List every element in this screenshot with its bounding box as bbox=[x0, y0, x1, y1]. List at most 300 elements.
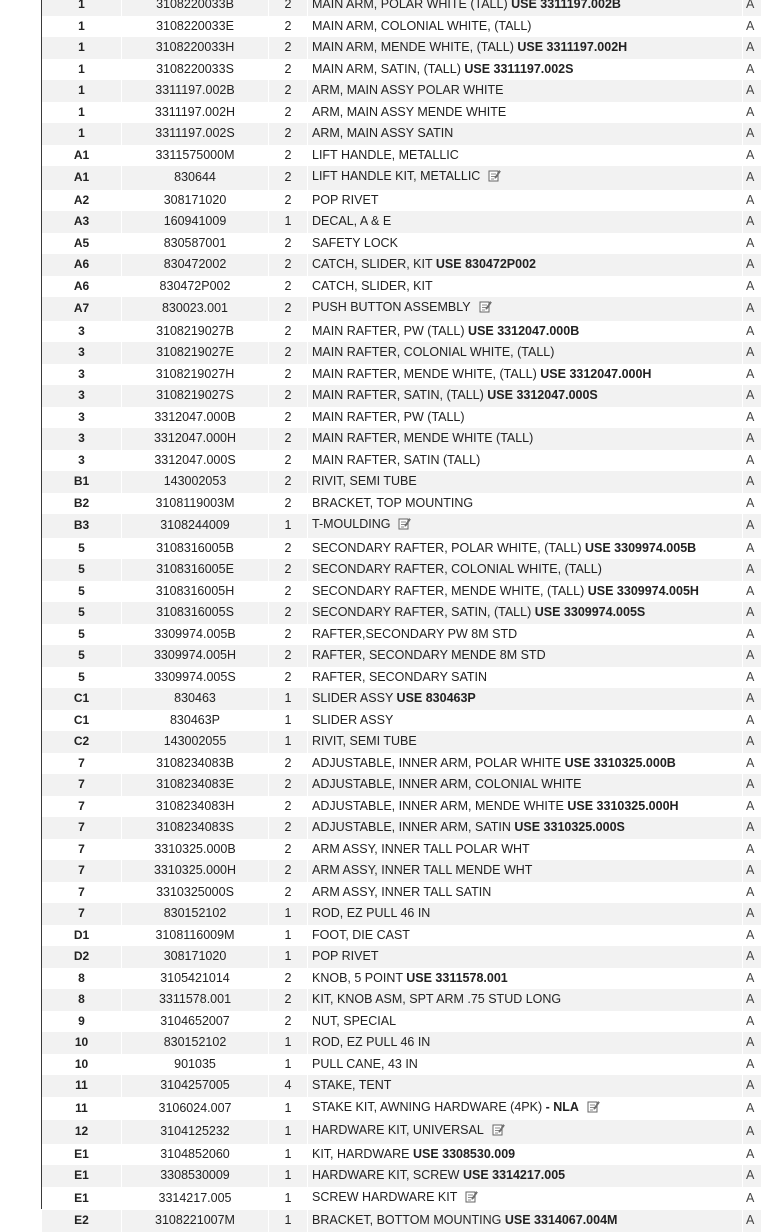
item-number: 8 bbox=[42, 989, 122, 1011]
item-number: 1 bbox=[42, 123, 122, 145]
availability-cell: A bbox=[743, 428, 762, 450]
item-number: 3 bbox=[42, 428, 122, 450]
table-row bbox=[42, 190, 762, 212]
description-text: SAFETY LOCK bbox=[312, 235, 398, 250]
item-number: 5 bbox=[42, 667, 122, 689]
description-cell bbox=[308, 1032, 743, 1054]
availability-cell: A bbox=[743, 80, 762, 102]
item-number: 3 bbox=[42, 342, 122, 364]
description-cell bbox=[308, 839, 743, 861]
item-number: 11 bbox=[42, 1075, 122, 1097]
item-number: 8 bbox=[42, 968, 122, 990]
table-row bbox=[42, 774, 762, 796]
item-number: 7 bbox=[42, 903, 122, 925]
description-cell bbox=[308, 731, 743, 753]
description-text: MAIN ARM, POLAR WHITE (TALL) bbox=[312, 0, 508, 11]
part-number: 3108234083S bbox=[122, 817, 269, 839]
availability-cell: A bbox=[743, 145, 762, 167]
description-text: KIT, KNOB ASM, SPT ARM .75 STUD LONG bbox=[312, 992, 562, 1006]
description-text: MAIN ARM, COLONIAL WHITE, (TALL) bbox=[312, 18, 532, 33]
description-text: RAFTER,SECONDARY PW 8M STD bbox=[312, 626, 518, 641]
part-number: 830644 bbox=[122, 166, 269, 190]
description-text: ARM, MAIN ASSY POLAR WHITE bbox=[312, 83, 504, 97]
availability-cell: A bbox=[743, 211, 762, 233]
availability-cell: A bbox=[743, 645, 762, 667]
item-number: A6 bbox=[42, 254, 122, 276]
availability-cell: A bbox=[743, 37, 762, 59]
item-number: 1 bbox=[42, 16, 122, 38]
description-cell bbox=[308, 989, 743, 1011]
description-cell bbox=[308, 817, 743, 839]
quantity: 2 bbox=[269, 968, 308, 990]
quantity: 2 bbox=[269, 450, 308, 472]
description-text: POP RIVET bbox=[312, 192, 379, 207]
availability-cell: A bbox=[743, 602, 762, 624]
description-text: POP RIVET bbox=[312, 949, 379, 963]
item-number: 5 bbox=[42, 645, 122, 667]
description-text: CATCH, SLIDER, KIT bbox=[312, 278, 433, 293]
item-number: B3 bbox=[42, 514, 122, 538]
description-text: BRACKET, BOTTOM MOUNTING bbox=[312, 1213, 502, 1227]
description-text: BRACKET, TOP MOUNTING bbox=[312, 495, 474, 510]
quantity: 1 bbox=[269, 925, 308, 947]
part-number: 3312047.000B bbox=[122, 407, 269, 429]
description-cell bbox=[308, 667, 743, 689]
quantity: 1 bbox=[269, 710, 308, 732]
table-row bbox=[42, 1075, 762, 1097]
description-cell bbox=[308, 710, 743, 732]
item-number: 1 bbox=[42, 80, 122, 102]
use-replacement: USE 3309974.005S bbox=[534, 605, 646, 619]
quantity: 1 bbox=[269, 903, 308, 925]
quantity: 4 bbox=[269, 1075, 308, 1097]
quantity: 2 bbox=[269, 645, 308, 667]
description-text: HARDWARE KIT, UNIVERSAL bbox=[312, 1123, 484, 1137]
part-number: 3310325.000H bbox=[122, 860, 269, 882]
description-text: LIFT HANDLE KIT, METALLIC bbox=[312, 169, 481, 183]
table-row bbox=[42, 559, 762, 581]
availability-cell: A bbox=[743, 342, 762, 364]
part-number: 3309974.005S bbox=[122, 667, 269, 689]
table-row bbox=[42, 254, 762, 276]
item-number: 11 bbox=[42, 1097, 122, 1121]
description-cell bbox=[308, 493, 743, 515]
availability-cell: A bbox=[743, 471, 762, 493]
description-cell bbox=[308, 80, 743, 102]
quantity: 1 bbox=[269, 1054, 308, 1076]
quantity: 2 bbox=[269, 364, 308, 386]
part-number: 160941009 bbox=[122, 211, 269, 233]
table-row bbox=[42, 602, 762, 624]
description-text: ARM ASSY, INNER TALL MENDE WHT bbox=[312, 863, 533, 877]
description-text: SECONDARY RAFTER, COLONIAL WHITE, (TALL) bbox=[312, 562, 602, 576]
quantity: 2 bbox=[269, 297, 308, 321]
description-cell bbox=[308, 428, 743, 450]
item-number: 1 bbox=[42, 0, 122, 16]
use-replacement: USE 830472P002 bbox=[435, 257, 536, 271]
availability-cell: A bbox=[743, 581, 762, 603]
part-number: 3108234083H bbox=[122, 796, 269, 818]
description-cell bbox=[308, 1011, 743, 1033]
item-number: 5 bbox=[42, 538, 122, 560]
part-number: 3108219027E bbox=[122, 342, 269, 364]
table-row bbox=[42, 123, 762, 145]
quantity: 2 bbox=[269, 471, 308, 493]
item-number: A1 bbox=[42, 166, 122, 190]
quantity: 2 bbox=[269, 166, 308, 190]
item-number: A2 bbox=[42, 190, 122, 212]
availability-cell: A bbox=[743, 1032, 762, 1054]
description-text: ARM ASSY, INNER TALL SATIN bbox=[312, 884, 492, 899]
item-number: 5 bbox=[42, 602, 122, 624]
description-text: SLIDER ASSY bbox=[312, 712, 394, 727]
item-number: C1 bbox=[42, 710, 122, 732]
description-text: SCREW HARDWARE KIT bbox=[312, 1189, 458, 1204]
description-cell bbox=[308, 254, 743, 276]
part-number: 3108316005H bbox=[122, 581, 269, 603]
description-cell bbox=[308, 190, 743, 212]
item-number: C2 bbox=[42, 731, 122, 753]
quantity: 1 bbox=[269, 1120, 308, 1144]
quantity: 1 bbox=[269, 1144, 308, 1166]
quantity: 2 bbox=[269, 0, 308, 16]
description-cell bbox=[308, 1144, 743, 1166]
part-number: 3104125232 bbox=[122, 1120, 269, 1144]
part-number: 830463 bbox=[122, 688, 269, 710]
quantity: 2 bbox=[269, 559, 308, 581]
availability-cell: A bbox=[743, 1011, 762, 1033]
table-row bbox=[42, 688, 762, 710]
part-number: 3311578.001 bbox=[122, 989, 269, 1011]
availability-cell: A bbox=[743, 1054, 762, 1076]
part-number: 3108316005S bbox=[122, 602, 269, 624]
table-row bbox=[42, 364, 762, 386]
description-cell bbox=[308, 407, 743, 429]
table-row bbox=[42, 1097, 762, 1121]
description-cell bbox=[308, 624, 743, 646]
availability-cell: A bbox=[743, 1165, 762, 1187]
availability-cell: A bbox=[743, 688, 762, 710]
availability-cell: A bbox=[743, 297, 762, 321]
quantity: 2 bbox=[269, 493, 308, 515]
description-text: ARM ASSY, INNER TALL POLAR WHT bbox=[312, 841, 530, 856]
item-number: 7 bbox=[42, 860, 122, 882]
description-text: STAKE, TENT bbox=[312, 1078, 392, 1092]
quantity: 1 bbox=[269, 1097, 308, 1121]
description-cell bbox=[308, 581, 743, 603]
parts-table bbox=[42, 0, 762, 1232]
description-cell bbox=[308, 946, 743, 968]
part-number: 3312047.000H bbox=[122, 428, 269, 450]
availability-cell: A bbox=[743, 254, 762, 276]
table-row bbox=[42, 839, 762, 861]
availability-cell: A bbox=[743, 1144, 762, 1166]
quantity: 2 bbox=[269, 882, 308, 904]
table-row bbox=[42, 166, 762, 190]
use-replacement: USE 3310325.000B bbox=[564, 755, 676, 770]
description-cell bbox=[308, 1054, 743, 1076]
table-row bbox=[42, 0, 762, 16]
table-row bbox=[42, 1187, 762, 1211]
use-replacement: USE 3309974.005B bbox=[584, 540, 697, 555]
item-number: 3 bbox=[42, 321, 122, 343]
item-number: E1 bbox=[42, 1187, 122, 1211]
item-number: E2 bbox=[42, 1210, 122, 1232]
part-number: 3310325.000B bbox=[122, 839, 269, 861]
table-row bbox=[42, 493, 762, 515]
part-number: 3312047.000S bbox=[122, 450, 269, 472]
quantity: 2 bbox=[269, 860, 308, 882]
description-cell bbox=[308, 559, 743, 581]
note-edit-icon[interactable] bbox=[587, 1099, 600, 1121]
table-row bbox=[42, 450, 762, 472]
item-number: 5 bbox=[42, 624, 122, 646]
part-number: 3104652007 bbox=[122, 1011, 269, 1033]
item-number: 1 bbox=[42, 59, 122, 81]
item-number: 3 bbox=[42, 364, 122, 386]
description-cell bbox=[308, 514, 743, 538]
part-number: 3108316005E bbox=[122, 559, 269, 581]
quantity: 2 bbox=[269, 385, 308, 407]
table-row bbox=[42, 80, 762, 102]
use-replacement: USE 3312047.000B bbox=[468, 323, 580, 338]
use-replacement: USE 3311197.002B bbox=[511, 0, 621, 11]
description-cell bbox=[308, 1210, 743, 1232]
availability-cell: A bbox=[743, 1075, 762, 1097]
description-text: T-MOULDING bbox=[312, 517, 391, 531]
availability-cell: A bbox=[743, 407, 762, 429]
part-number: 3108119003M bbox=[122, 493, 269, 515]
table-row bbox=[42, 968, 762, 990]
part-number: 830023.001 bbox=[122, 297, 269, 321]
table-row bbox=[42, 145, 762, 167]
part-number: 308171020 bbox=[122, 190, 269, 212]
availability-cell: A bbox=[743, 1120, 762, 1144]
table-row bbox=[42, 342, 762, 364]
quantity: 2 bbox=[269, 796, 308, 818]
description-cell bbox=[308, 342, 743, 364]
availability-cell: A bbox=[743, 385, 762, 407]
use-replacement: USE 3311197.002S bbox=[464, 61, 574, 76]
quantity: 2 bbox=[269, 342, 308, 364]
table-row bbox=[42, 1054, 762, 1076]
description-text: MAIN RAFTER, PW (TALL) bbox=[312, 409, 465, 424]
table-row bbox=[42, 882, 762, 904]
table-row bbox=[42, 667, 762, 689]
table-row bbox=[42, 428, 762, 450]
quantity: 2 bbox=[269, 123, 308, 145]
note-edit-icon[interactable] bbox=[488, 168, 501, 190]
part-number: 3106024.007 bbox=[122, 1097, 269, 1121]
availability-cell: A bbox=[743, 450, 762, 472]
table-row bbox=[42, 946, 762, 968]
part-number: 3311197.002H bbox=[122, 102, 269, 124]
item-number: A1 bbox=[42, 145, 122, 167]
description-cell bbox=[308, 145, 743, 167]
part-number: 3309974.005B bbox=[122, 624, 269, 646]
note-edit-icon[interactable] bbox=[492, 1122, 505, 1144]
part-number: 3108219027S bbox=[122, 385, 269, 407]
description-cell bbox=[308, 385, 743, 407]
quantity: 1 bbox=[269, 1032, 308, 1054]
part-number: 3108234083B bbox=[122, 753, 269, 775]
description-text: RIVIT, SEMI TUBE bbox=[312, 474, 417, 488]
part-number: 830152102 bbox=[122, 903, 269, 925]
table-row bbox=[42, 37, 762, 59]
quantity: 2 bbox=[269, 428, 308, 450]
item-number: 10 bbox=[42, 1032, 122, 1054]
part-number: 3108220033S bbox=[122, 59, 269, 81]
part-number: 3108220033B bbox=[122, 0, 269, 16]
table-row bbox=[42, 407, 762, 429]
quantity: 1 bbox=[269, 211, 308, 233]
part-number: 3108244009 bbox=[122, 514, 269, 538]
availability-cell: A bbox=[743, 276, 762, 298]
item-number: 7 bbox=[42, 882, 122, 904]
table-row bbox=[42, 1165, 762, 1187]
table-row bbox=[42, 102, 762, 124]
description-cell bbox=[308, 860, 743, 882]
description-cell bbox=[308, 645, 743, 667]
availability-cell: A bbox=[743, 321, 762, 343]
use-replacement: USE 3310325.000S bbox=[514, 820, 625, 834]
availability-cell: A bbox=[743, 1097, 762, 1121]
item-number: 7 bbox=[42, 796, 122, 818]
quantity: 1 bbox=[269, 1187, 308, 1211]
description-text: SECONDARY RAFTER, SATIN, (TALL) bbox=[312, 605, 532, 619]
item-number: 12 bbox=[42, 1120, 122, 1144]
description-cell bbox=[308, 774, 743, 796]
quantity: 1 bbox=[269, 946, 308, 968]
table-row bbox=[42, 211, 762, 233]
table-row bbox=[42, 233, 762, 255]
part-number: 3311197.002B bbox=[122, 80, 269, 102]
part-number: 143002055 bbox=[122, 731, 269, 753]
item-number: 5 bbox=[42, 559, 122, 581]
use-replacement: USE 3309974.005H bbox=[587, 583, 699, 598]
description-cell bbox=[308, 688, 743, 710]
use-replacement: USE 3312047.000H bbox=[540, 366, 652, 381]
table-row bbox=[42, 297, 762, 321]
table-row bbox=[42, 581, 762, 603]
description-text: DECAL, A & E bbox=[312, 214, 392, 228]
description-cell bbox=[308, 796, 743, 818]
availability-cell: A bbox=[743, 817, 762, 839]
table-row bbox=[42, 471, 762, 493]
part-number: 901035 bbox=[122, 1054, 269, 1076]
table-row bbox=[42, 753, 762, 775]
description-text: MAIN RAFTER, PW (TALL) bbox=[312, 323, 465, 338]
table-row bbox=[42, 731, 762, 753]
description-text: FOOT, DIE CAST bbox=[312, 927, 410, 942]
description-text: MAIN RAFTER, COLONIAL WHITE, (TALL) bbox=[312, 345, 555, 359]
description-cell bbox=[308, 882, 743, 904]
part-number: 3108221007M bbox=[122, 1210, 269, 1232]
item-number: D2 bbox=[42, 946, 122, 968]
table-row bbox=[42, 16, 762, 38]
description-cell bbox=[308, 37, 743, 59]
description-text: ARM, MAIN ASSY SATIN bbox=[312, 126, 454, 140]
quantity: 1 bbox=[269, 1210, 308, 1232]
item-number: 3 bbox=[42, 385, 122, 407]
quantity: 2 bbox=[269, 321, 308, 343]
item-number: A7 bbox=[42, 297, 122, 321]
part-number: 3108316005B bbox=[122, 538, 269, 560]
part-number: 830472002 bbox=[122, 254, 269, 276]
use-replacement: USE 3310325.000H bbox=[567, 798, 679, 813]
description-text: HARDWARE KIT, SCREW bbox=[312, 1168, 460, 1182]
quantity: 2 bbox=[269, 774, 308, 796]
table-row bbox=[42, 624, 762, 646]
description-cell bbox=[308, 903, 743, 925]
availability-cell: A bbox=[743, 796, 762, 818]
part-number: 3311575000M bbox=[122, 145, 269, 167]
left-margin bbox=[0, 0, 41, 1209]
quantity: 2 bbox=[269, 276, 308, 298]
item-number: B2 bbox=[42, 493, 122, 515]
description-cell bbox=[308, 1187, 743, 1211]
description-cell bbox=[308, 16, 743, 38]
availability-cell: A bbox=[743, 1210, 762, 1232]
description-text: LIFT HANDLE, METALLIC bbox=[312, 147, 459, 162]
description-cell bbox=[308, 471, 743, 493]
description-cell bbox=[308, 102, 743, 124]
description-text: ARM, MAIN ASSY MENDE WHITE bbox=[312, 104, 507, 119]
note-edit-icon[interactable] bbox=[398, 516, 411, 538]
availability-cell: A bbox=[743, 731, 762, 753]
availability-cell: A bbox=[743, 839, 762, 861]
quantity: 2 bbox=[269, 254, 308, 276]
description-cell bbox=[308, 321, 743, 343]
quantity: 2 bbox=[269, 59, 308, 81]
description-cell bbox=[308, 166, 743, 190]
quantity: 2 bbox=[269, 233, 308, 255]
note-edit-icon[interactable] bbox=[479, 299, 492, 321]
table-row bbox=[42, 796, 762, 818]
table-row bbox=[42, 385, 762, 407]
description-cell bbox=[308, 0, 743, 16]
note-edit-icon[interactable] bbox=[465, 1189, 478, 1211]
description-cell bbox=[308, 1120, 743, 1144]
quantity: 2 bbox=[269, 989, 308, 1011]
availability-cell: A bbox=[743, 1187, 762, 1211]
quantity: 2 bbox=[269, 624, 308, 646]
description-cell bbox=[308, 450, 743, 472]
part-number: 830152102 bbox=[122, 1032, 269, 1054]
quantity: 2 bbox=[269, 1011, 308, 1033]
table-row bbox=[42, 710, 762, 732]
table-row bbox=[42, 903, 762, 925]
part-number: 143002053 bbox=[122, 471, 269, 493]
description-text: STAKE KIT, AWNING HARDWARE (4PK) bbox=[312, 1099, 543, 1114]
quantity: 2 bbox=[269, 80, 308, 102]
description-cell bbox=[308, 297, 743, 321]
availability-cell: A bbox=[743, 123, 762, 145]
item-number: A6 bbox=[42, 276, 122, 298]
table-row bbox=[42, 321, 762, 343]
quantity: 1 bbox=[269, 688, 308, 710]
use-replacement: USE 3314217.005 bbox=[462, 1168, 566, 1182]
item-number: E1 bbox=[42, 1144, 122, 1166]
item-number: A3 bbox=[42, 211, 122, 233]
parts-table-body bbox=[42, 0, 762, 1232]
description-cell bbox=[308, 538, 743, 560]
description-text: MAIN RAFTER, MENDE WHITE (TALL) bbox=[312, 431, 534, 445]
availability-cell: A bbox=[743, 946, 762, 968]
quantity: 2 bbox=[269, 145, 308, 167]
item-number: 1 bbox=[42, 102, 122, 124]
availability-cell: A bbox=[743, 493, 762, 515]
